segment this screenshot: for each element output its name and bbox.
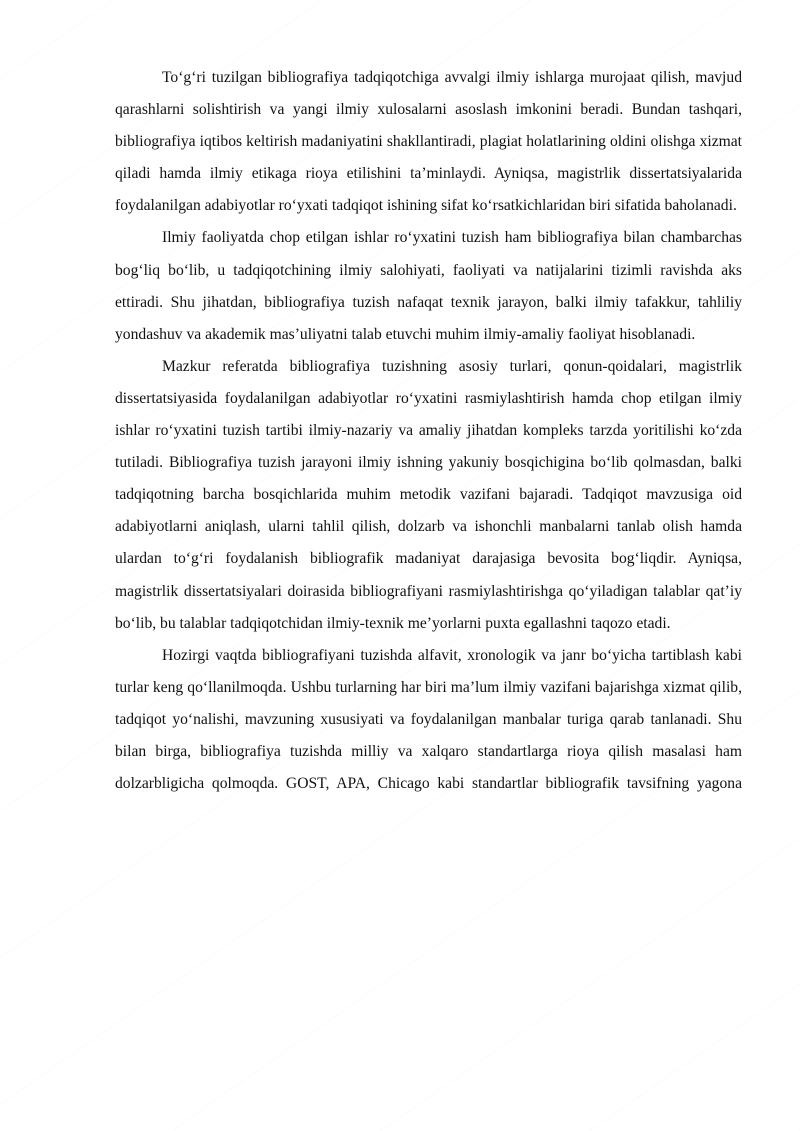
paragraph-4: Hozirgi vaqtda bibliografiyani tuzishda alfavit, xronologik va janr bo‘yicha tartiblash kabi turlar keng qo‘llanilmoqda. Ushbu turlarning har biri ma’lum ilmiy vazifani bajarishga xizmat qilib, tadqiqot yo‘nalishi, mavzuning xususiyati va foydalanilgan manbalar turiga qarab tanlanadi. Shu bilan birga, bibliografiya tuzishda milliy va xalqaro standartlarga rioya qilish masalasi ham dolzarbligicha qolmoqda. GOST, APA, Chicago kabi standartlar bibliografik tavsifning yagona <box>115 646 742 793</box>
paragraph-1: To‘g‘ri tuzilgan bibliografiya tadqiqotchiga avvalgi ilmiy ishlarga murojaat qilish, mavjud qarashlarni solishtirish va yangi ilmiy xulosalarni asoslash imkonini beradi. Bundan tashqari, bibliografiya iqtibos keltirish madaniyatini shakllantiradi, plagiat holatlarining oldini olishga xizmat qiladi hamda ilmiy etikaga rioya etilishini ta’minlaydi. Ayniqsa, magistrlik dissertatsiyalarida foydalanilgan adabiyotlar ro‘yxati tadqiqot ishining sifat ko‘rsatkichlaridan biri sifatida baholanadi. <box>115 69 742 215</box>
paragraph-2: Ilmiy faoliyatda chop etilgan ishlar ro‘yxatini tuzish ham bibliografiya bilan chambarchas bog‘liq bo‘lib, u tadqiqotchining ilmiy salohiyati, faoliyati va natijalarini tizimli ravishda aks ettiradi. Shu jihatdan, bibliografiya tuzish nafaqat texnik jarayon, balki ilmiy tafakkur, tahliliy yondashuv va akademik mas’uliyatni talab etuvchi muhim ilmiy-amaliy faoliyat hisoblanadi. <box>115 229 742 343</box>
paragraph-3: Mazkur referatda bibliografiya tuzishning asosiy turlari, qonun-qoidalari, magistrlik dissertatsiyasida foydalanilgan adabiyotlar ro‘yxatini rasmiylashtirish hamda chop etilgan ilmiy ishlar ro‘yxatini tuzish tartibi ilmiy-nazariy va amaliy jihatdan kompleks tarzda yoritilishi ko‘zda tutiladi. Bibliografiya tuzish jarayoni ilmiy ishning yakuniy bosqichigina bo‘lib qolmasdan, balki tadqiqotning barcha bosqichlarida muhim metodik vazifani bajaradi. Tadqiqot mavzusiga oid adabiyotlarni aniqlash, ularni tahlil qilish, dolzarb va ishonchli manbalarni tanlab olish hamda ulardan to‘g‘ri foydalanish bibliografik madaniyat darajasiga bevosita bog‘liqdir. Ayniqsa, magistrlik dissertatsiyalari doirasida bibliografiyani rasmiylashtirishga qo‘yiladigan talablar qat’iy bo‘lib, bu talablar tadqiqotchidan ilmiy-texnik me’yorlarni puxta egallashni taqozo etadi. <box>115 357 742 632</box>
document-page <box>115 62 742 800</box>
